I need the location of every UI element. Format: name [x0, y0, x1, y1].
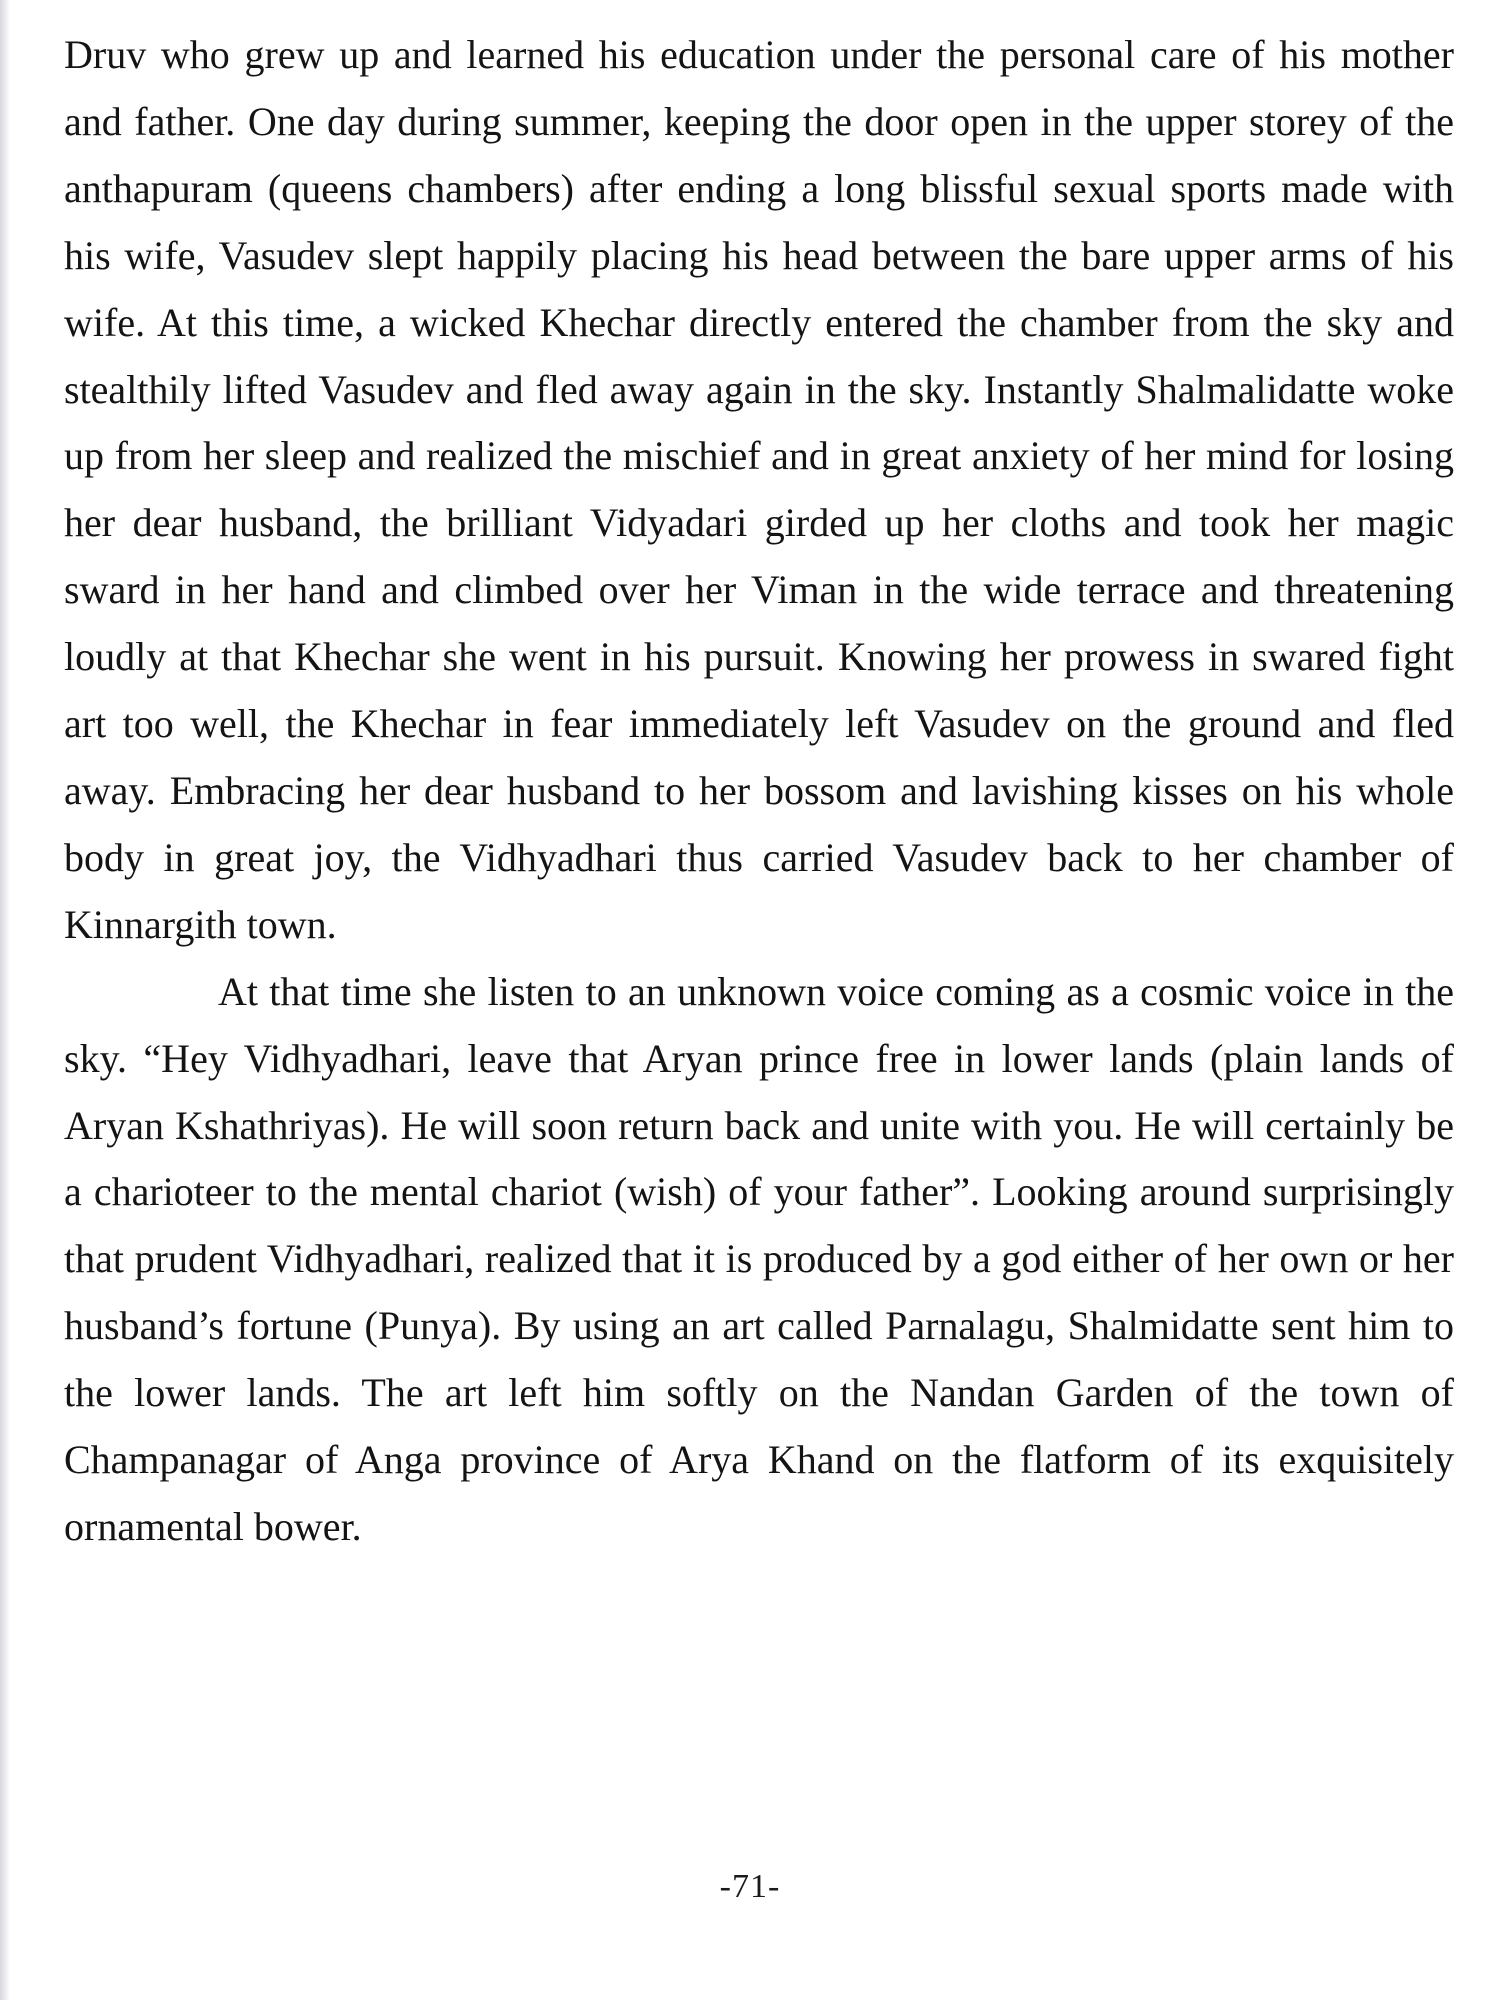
paragraph-2: At that time she listen to an unknown voice coming as a cosmic voice in the sky. “Hey Vidhyadhari, leave that Aryan prince free in lower lands (plain lands of Aryan Kshathriyas). He will soon return back and unite with you. He will certainly be a charioteer to the mental chariot (wish) of your father”. Looking around surprisingly that prudent Vidhyadhari, realized that it is produced by a god either of her own or her husband’s fortune (Punya). By using an art called Parnalagu, Shalmidatte sent him to the lower lands. The art left him softly on the Nandan Garden of the town of Champanagar of Anga province of Arya Khand on the flatform of its exquisitely ornamental bower.: [64, 968, 1454, 1549]
book-page: [64, 22, 1454, 1561]
scan-left-edge-shadow: [0, 0, 10, 2000]
paragraph-1: Druv who grew up and learned his education under the personal care of his mother and father. One day during summer, keeping the door open in the upper storey of the anthapuram (queens chambers) after ending a long blissful sexual sports made with his wife, Vasudev slept happily placing his head between the bare upper arms of his wife. At this time, a wicked Khechar directly entered the chamber from the sky and stealthily lifted Vasudev and fled away again in the sky. Instantly Shalmalidatte woke up from her sleep and realized the mischief and in great anxiety of her mind for losing her dear husband, the brilliant Vidyadari girded up her cloths and took her magic sward in her hand and climbed over her Viman in the wide terrace and threatening loudly at that Khechar she went in his pursuit. Knowing her prowess in swared fight art too well, the Khechar in fear immediately left Vasudev on the ground and fled away. Embracing her dear husband to her bossom and lavishing kisses on his whole body in great joy, the Vidhyadhari thus carried Vasudev back to her chamber of Kinnargith town.: [64, 32, 1454, 947]
body-text: [64, 22, 1454, 1561]
page-number: -71-: [719, 1868, 781, 1905]
